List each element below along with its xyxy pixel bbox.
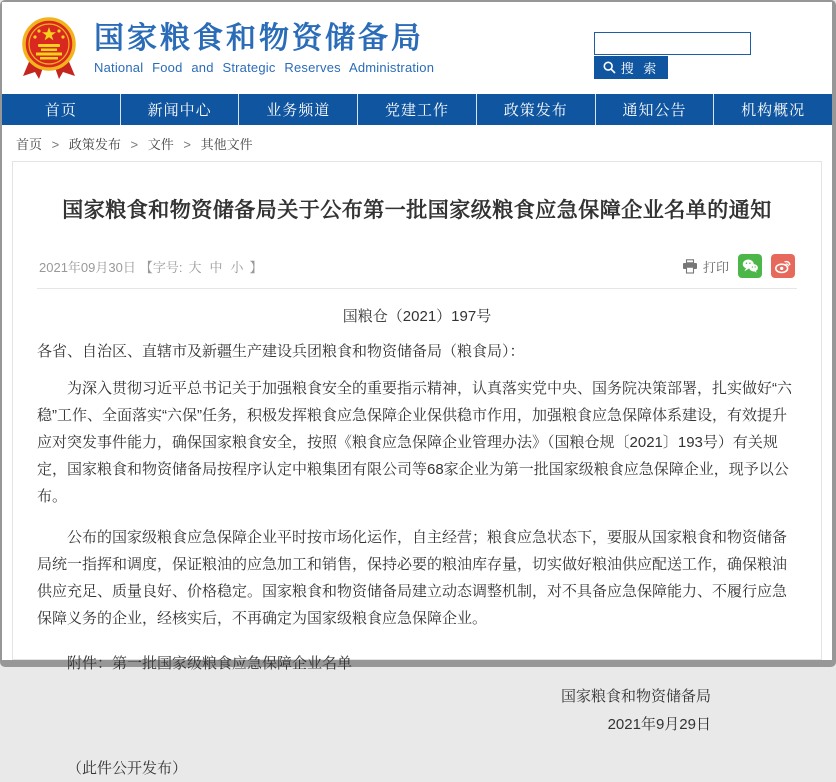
site-title-cn: 国家粮食和物资储备局 — [94, 21, 424, 55]
article-meta-left — [39, 257, 263, 276]
print-button[interactable] — [682, 257, 729, 276]
nav-item-about[interactable]: 机构概况 — [741, 102, 806, 119]
signature-block — [37, 683, 797, 739]
nav-item-news[interactable]: 新闻中心 — [121, 94, 240, 125]
article-meta-row — [37, 254, 797, 289]
breadcrumb-policy[interactable]: 政策发布 — [68, 137, 121, 152]
article-title: 国家粮食和物资储备局关于公布第一批国家级粮食应急保障企业名单的通知 — [62, 199, 772, 222]
search-area — [594, 32, 752, 79]
nav-item-notices[interactable]: 通知公告 — [596, 94, 715, 125]
paragraph-2: 公布的国家级粮食应急保障企业平时按市场化运作，自主经营；粮食应急状态下，要服从国家粮食和物资储备局统一指挥和调度，保证粮油的应急加工和销售，保持必要的粮油库存量，切实做好粮油供应配送工作，确保粮油供应充足、质量良好、价格稳定。国家粮食和物资储备局建立动态调整机制，对不具备应急保障能力、不履行应急保障义务的企业，经核实后，不再确定为国家级粮食应急保障企业。 — [37, 529, 788, 627]
breadcrumb — [2, 125, 832, 159]
article-meta-right — [682, 254, 795, 278]
search-button[interactable] — [594, 56, 668, 79]
breadcrumb-documents[interactable]: 文件 — [147, 137, 174, 152]
fontsize-suffix: 】 — [249, 259, 263, 275]
wechat-icon — [740, 256, 760, 276]
share-weibo-button[interactable] — [771, 254, 795, 278]
main-nav — [2, 94, 832, 125]
site-title-en: National Food and Strategic Reserves Administration — [94, 59, 435, 75]
breadcrumb-other-documents: 其他文件 — [200, 137, 253, 152]
nav-item-policy[interactable]: 政策发布 — [477, 94, 596, 125]
national-emblem-icon — [20, 17, 78, 81]
nav-item-business[interactable]: 业务频道 — [239, 94, 358, 125]
paragraph-1: 为深入贯彻习近平总书记关于加强粮食安全的重要指示精神，认真落实党中央、国务院决策部署，扎实做好“六稳”工作、全面落实“六保”任务，积极发挥粮食应急保障企业保供稳市作用，加强粮食应急保障体系建设，有效提升应对突发事件能力，确保国家粮食安全，按照《粮食应急保障企业管理办法》（国粮仓规〔2021〕193号）有关规定，国家粮食和物资储备局按程序认定中粮集团有限公司等68家企业为第一批国家级粮食应急保障企业，现予以公布。 — [37, 380, 793, 505]
breadcrumb-separator: > — [51, 137, 60, 152]
breadcrumb-separator: > — [183, 137, 191, 152]
search-button-label: 搜 索 — [620, 61, 660, 76]
print-label: 打印 — [702, 259, 729, 275]
site-logo[interactable] — [12, 15, 434, 81]
fontsize-large-button[interactable]: 大 — [188, 259, 202, 275]
article-body — [37, 338, 797, 782]
nav-item-party[interactable]: 党建工作 — [358, 94, 477, 125]
document-number: 国粮仓（2021）197号 — [342, 308, 492, 325]
addressee-line: 各省、自治区、直辖市及新疆生产建设兵团粮食和物资储备局（粮食局）： — [37, 343, 525, 360]
printer-icon — [682, 259, 698, 274]
weibo-icon — [773, 256, 793, 276]
fontsize-small-button[interactable]: 小 — [230, 259, 244, 275]
nav-item-home[interactable]: 首页 — [2, 94, 121, 125]
signature-date: 2021年9月29日 — [607, 716, 711, 733]
public-release-note: （此件公开发布） — [67, 760, 188, 777]
fontsize-medium-button[interactable]: 中 — [209, 259, 223, 275]
breadcrumb-home[interactable]: 首页 — [16, 137, 43, 152]
breadcrumb-separator: > — [130, 137, 139, 152]
attachment-line: 附件：第一批国家级粮食应急保障企业名单 — [67, 655, 353, 672]
share-wechat-button[interactable] — [738, 254, 762, 278]
fontsize-prefix: 【字号: — [139, 259, 183, 275]
search-input[interactable] — [594, 32, 751, 55]
article-date: 2021年09月30日 — [39, 259, 136, 275]
article-container — [12, 161, 822, 777]
signature-org: 国家粮食和物资储备局 — [560, 688, 711, 705]
site-header — [2, 2, 832, 94]
search-icon — [603, 61, 616, 74]
